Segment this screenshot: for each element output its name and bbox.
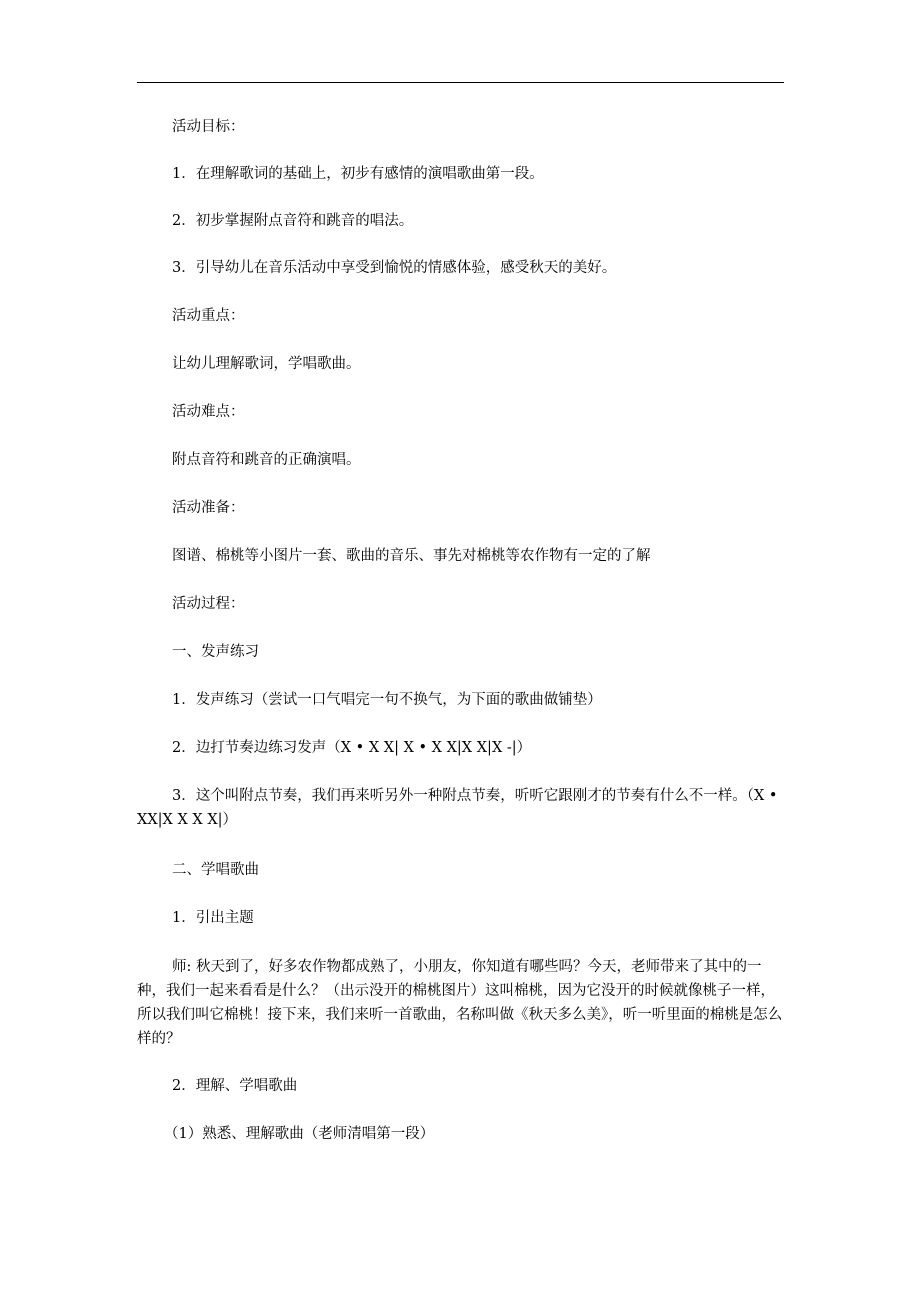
prep-heading: 活动准备： <box>172 500 245 516</box>
header-rule <box>137 82 784 83</box>
difficulty-text: 附点音符和跳音的正确演唱。 <box>172 452 361 468</box>
section-1-heading: 一、发声练习 <box>172 644 259 660</box>
process-heading: 活动过程： <box>172 596 245 612</box>
step-2-1: 1．引出主题 <box>172 910 254 926</box>
difficulty-heading: 活动难点： <box>172 404 245 420</box>
step-2-2-1: （1）熟悉、理解歌曲（老师清唱第一段） <box>164 1126 435 1142</box>
section-2-heading: 二、学唱歌曲 <box>172 862 259 878</box>
step-1-2: 2．边打节奏边练习发声（X • X X| X • X X|X X|X -|） <box>172 740 532 756</box>
goal-heading: 活动目标： <box>172 119 245 135</box>
step-1-1: 1．发声练习（尝试一口气唱完一句不换气，为下面的歌曲做铺垫） <box>172 692 602 708</box>
goal-item-3: 3．引导幼儿在音乐活动中享受到愉悦的情感体验，感受秋天的美好。 <box>172 260 617 276</box>
step-2-2: 2．理解、学唱歌曲 <box>172 1078 298 1094</box>
step-1-3: 3．这个叫附点节奏，我们再来听另外一种附点节奏，听听它跟刚才的节奏有什么不一样。（X • XX|X X X X|） <box>137 788 778 828</box>
goal-item-1: 1．在理解歌词的基础上，初步有感情的演唱歌曲第一段。 <box>172 166 544 182</box>
goal-item-2: 2．初步掌握附点音符和跳音的唱法。 <box>172 213 414 229</box>
teacher-paragraph: 师: 秋天到了，好多农作物都成熟了，小朋友，你知道有哪些吗？今天，老师带来了其中的一种，我们一起来看看是什么？（出示没开的棉桃图片）这叫棉桃，因为它没开的时候就像桃子一样，所以我们叫它棉桃！接下来，我们来听一首歌曲，名称叫做《秋天多么美》，听一听里面的棉桃是怎么样的？ <box>137 959 783 1047</box>
key-heading: 活动重点： <box>172 308 245 324</box>
key-text: 让幼儿理解歌词，学唱歌曲。 <box>172 356 361 372</box>
prep-text: 图谱、棉桃等小图片一套、歌曲的音乐、事先对棉桃等农作物有一定的了解 <box>172 548 651 564</box>
